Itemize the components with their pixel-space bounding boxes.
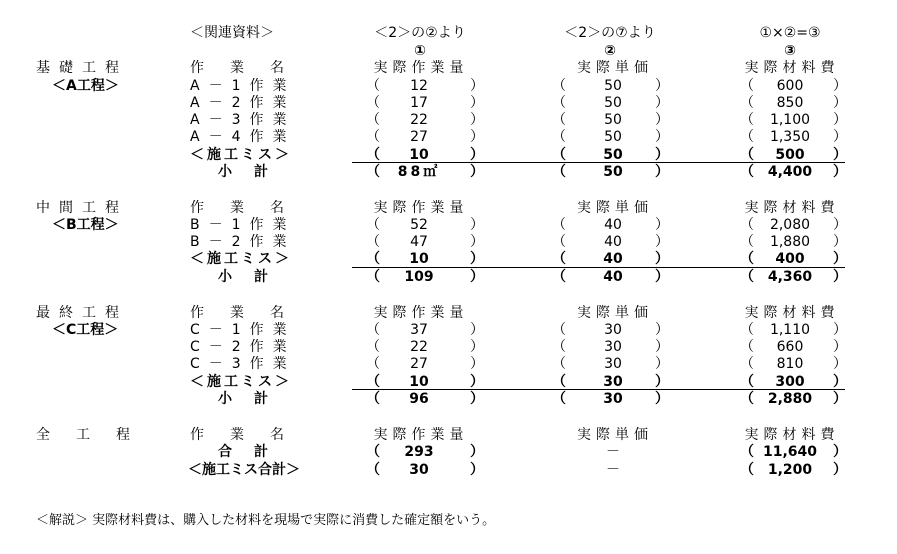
cost-value: 4,360 (767, 269, 813, 285)
qty-value: 52 (410, 217, 428, 233)
paren-close: ） (655, 217, 669, 233)
price-value: 30 (604, 322, 622, 338)
price-value: 50 (604, 78, 622, 94)
col3-source: ①×②=③ (759, 25, 821, 41)
cost-value: 1,100 (769, 112, 811, 128)
paren-open: （ (552, 78, 566, 94)
total-label: 合計 (218, 444, 290, 460)
paren-close: ） (655, 78, 669, 94)
paren-close: ） (655, 95, 669, 111)
paren-open: （ (740, 356, 754, 372)
paren-close: ） (655, 356, 669, 372)
explanation-note: ＜解説＞ 実際材料費は、購入した材料を現場で実際に消費した確定額をいう。 (36, 513, 496, 528)
paren-close: ） (470, 95, 484, 111)
work-name: A－2作業 (190, 95, 296, 111)
paren-close: ） (833, 462, 847, 478)
paren-open: （ (366, 164, 380, 180)
work-name: B－1作業 (190, 217, 296, 233)
qty-value: 12 (410, 78, 428, 94)
paren-close: ） (470, 339, 484, 355)
paren-close: ） (655, 322, 669, 338)
paren-open: （ (552, 251, 566, 267)
paren-close: ） (655, 339, 669, 355)
paren-open: （ (740, 269, 754, 285)
paren-close: ） (833, 112, 847, 128)
work-name: ＜施工ミス＞ (190, 374, 292, 390)
qty-value: 27 (410, 356, 428, 372)
cost-value: 11,640 (762, 444, 818, 460)
unit-price-header: 実際単価 (577, 60, 653, 76)
paren-open: （ (740, 444, 754, 460)
price-value: 40 (603, 251, 623, 267)
qty-value: 109 (404, 269, 434, 285)
price-value: 50 (603, 147, 623, 163)
price-dash: － (606, 444, 620, 460)
paren-close: ） (655, 129, 669, 145)
unit-price-header: 実際単価 (577, 427, 653, 443)
subtotal-label: 小計 (218, 164, 290, 180)
section-a-code: ＜A工程＞ (52, 78, 119, 94)
paren-open: （ (366, 322, 380, 338)
cost-value: 400 (775, 251, 805, 267)
price-value: 50 (604, 129, 622, 145)
paren-open: （ (366, 391, 380, 407)
cost-value: 500 (775, 147, 805, 163)
price-value: 40 (604, 234, 622, 250)
paren-close: ） (655, 374, 669, 390)
paren-open: （ (366, 95, 380, 111)
paren-open: （ (552, 129, 566, 145)
col3-mark: ③ (784, 43, 796, 59)
price-value: 30 (603, 391, 623, 407)
paren-open: （ (366, 234, 380, 250)
cost-value: 2,880 (767, 391, 813, 407)
paren-close: ） (470, 322, 484, 338)
subtotal-label: 小計 (218, 391, 290, 407)
paren-close: ） (655, 234, 669, 250)
paren-open: （ (740, 78, 754, 94)
cost-value: 1,880 (769, 234, 811, 250)
paren-open: （ (552, 356, 566, 372)
paren-close: ） (655, 269, 669, 285)
qty-header: 実際作業量 (373, 60, 469, 76)
paren-close: ） (470, 164, 484, 180)
paren-open: （ (552, 217, 566, 233)
work-name-header: 作業名 (190, 305, 310, 321)
paren-open: （ (552, 234, 566, 250)
qty-value: 30 (409, 462, 429, 478)
work-name: C－1作業 (190, 322, 296, 338)
price-dash: － (606, 462, 620, 478)
paren-open: （ (552, 164, 566, 180)
qty-value: 88㎡ (397, 164, 441, 180)
paren-open: （ (740, 217, 754, 233)
paren-open: （ (552, 339, 566, 355)
price-value: 30 (603, 374, 623, 390)
paren-close: ） (833, 374, 847, 390)
paren-open: （ (366, 444, 380, 460)
unit-price-header: 実際単価 (577, 305, 653, 321)
paren-close: ） (470, 78, 484, 94)
cost-value: 1,350 (769, 129, 811, 145)
cost-value: 4,400 (767, 164, 813, 180)
paren-close: ） (655, 147, 669, 163)
price-value: 40 (603, 269, 623, 285)
paren-close: ） (833, 391, 847, 407)
paren-open: （ (740, 374, 754, 390)
paren-open: （ (740, 391, 754, 407)
col2-source: ＜2＞の⑦より (564, 25, 656, 41)
paren-close: ） (833, 129, 847, 145)
qty-value: 37 (410, 322, 428, 338)
paren-close: ） (470, 444, 484, 460)
work-name: C－3作業 (190, 356, 296, 372)
work-name: ＜施工ミス＞ (190, 147, 292, 163)
section-all-title: 全工程 (36, 427, 156, 443)
material-cost-header: 実際材料費 (744, 200, 840, 216)
paren-open: （ (740, 339, 754, 355)
paren-open: （ (552, 322, 566, 338)
paren-open: （ (552, 95, 566, 111)
qty-value: 22 (410, 112, 428, 128)
qty-value: 96 (409, 391, 429, 407)
paren-open: （ (740, 147, 754, 163)
section-b-title: 中間工程 (36, 200, 128, 216)
paren-open: （ (552, 391, 566, 407)
price-value: 50 (604, 112, 622, 128)
price-value: 40 (604, 217, 622, 233)
qty-value: 10 (409, 251, 429, 267)
paren-open: （ (740, 234, 754, 250)
paren-open: （ (740, 322, 754, 338)
paren-close: ） (470, 234, 484, 250)
paren-open: （ (740, 251, 754, 267)
price-value: 30 (604, 356, 622, 372)
paren-open: （ (740, 112, 754, 128)
paren-close: ） (833, 164, 847, 180)
paren-open: （ (740, 164, 754, 180)
work-name: C－2作業 (190, 339, 296, 355)
paren-close: ） (833, 322, 847, 338)
work-name-header: 作業名 (190, 200, 310, 216)
paren-close: ） (470, 269, 484, 285)
cost-value: 810 (776, 356, 804, 372)
paren-close: ） (470, 356, 484, 372)
col1-mark: ① (414, 43, 426, 59)
cost-value: 300 (775, 374, 805, 390)
qty-value: 10 (409, 147, 429, 163)
work-name: A－1作業 (190, 78, 296, 94)
paren-open: （ (366, 251, 380, 267)
paren-open: （ (366, 78, 380, 94)
cost-value: 1,200 (767, 462, 813, 478)
paren-close: ） (833, 269, 847, 285)
cost-value: 660 (776, 339, 804, 355)
qty-header: 実際作業量 (373, 305, 469, 321)
paren-open: （ (366, 112, 380, 128)
cost-value: 1,110 (769, 322, 811, 338)
paren-open: （ (740, 462, 754, 478)
qty-value: 17 (410, 95, 428, 111)
section-b-code: ＜B工程＞ (52, 217, 119, 233)
material-cost-header: 実際材料費 (744, 305, 840, 321)
qty-value: 293 (404, 444, 434, 460)
paren-open: （ (740, 95, 754, 111)
paren-close: ） (833, 356, 847, 372)
paren-open: （ (366, 269, 380, 285)
paren-close: ） (655, 112, 669, 128)
qty-value: 22 (410, 339, 428, 355)
paren-close: ） (655, 391, 669, 407)
col2-mark: ② (604, 43, 616, 59)
paren-close: ） (833, 95, 847, 111)
section-c-code: ＜C工程＞ (52, 322, 119, 338)
paren-open: （ (552, 269, 566, 285)
subtotal-label: 小計 (218, 269, 290, 285)
qty-value: 47 (410, 234, 428, 250)
work-name: B－2作業 (190, 234, 296, 250)
qty-header: 実際作業量 (373, 427, 469, 443)
paren-close: ） (470, 462, 484, 478)
cost-value: 600 (776, 78, 804, 94)
paren-close: ） (833, 78, 847, 94)
work-name: ＜施工ミス＞ (190, 251, 292, 267)
paren-open: （ (552, 374, 566, 390)
paren-close: ） (470, 217, 484, 233)
work-name-header: 作業名 (190, 427, 310, 443)
related-materials-label: ＜関連資料＞ (190, 25, 274, 41)
work-name: A－4作業 (190, 129, 296, 145)
qty-value: 10 (409, 374, 429, 390)
paren-close: ） (470, 391, 484, 407)
price-value: 50 (603, 164, 623, 180)
qty-value: 27 (410, 129, 428, 145)
paren-open: （ (366, 147, 380, 163)
paren-open: （ (366, 129, 380, 145)
miss-total-label: ＜施工ミス合計＞ (188, 462, 300, 478)
paren-close: ） (833, 444, 847, 460)
section-a-title: 基礎工程 (36, 60, 128, 76)
paren-close: ） (470, 251, 484, 267)
paren-close: ） (470, 374, 484, 390)
paren-close: ） (655, 164, 669, 180)
paren-close: ） (470, 112, 484, 128)
section-c-title: 最終工程 (36, 305, 128, 321)
paren-open: （ (552, 147, 566, 163)
paren-open: （ (366, 339, 380, 355)
paren-open: （ (366, 356, 380, 372)
work-name: A－3作業 (190, 112, 296, 128)
price-value: 50 (604, 95, 622, 111)
work-name-header: 作業名 (190, 60, 310, 76)
cost-value: 2,080 (769, 217, 811, 233)
material-cost-header: 実際材料費 (744, 427, 840, 443)
paren-close: ） (833, 251, 847, 267)
material-cost-header: 実際材料費 (744, 60, 840, 76)
paren-close: ） (833, 234, 847, 250)
price-value: 30 (604, 339, 622, 355)
paren-close: ） (655, 251, 669, 267)
cost-value: 850 (776, 95, 804, 111)
paren-close: ） (470, 147, 484, 163)
paren-close: ） (833, 339, 847, 355)
qty-header: 実際作業量 (373, 200, 469, 216)
paren-close: ） (833, 217, 847, 233)
paren-close: ） (833, 147, 847, 163)
paren-open: （ (366, 217, 380, 233)
paren-open: （ (552, 112, 566, 128)
paren-open: （ (366, 462, 380, 478)
unit-price-header: 実際単価 (577, 200, 653, 216)
paren-open: （ (740, 129, 754, 145)
col1-source: ＜2＞の②より (374, 25, 466, 41)
paren-close: ） (470, 129, 484, 145)
paren-open: （ (366, 374, 380, 390)
